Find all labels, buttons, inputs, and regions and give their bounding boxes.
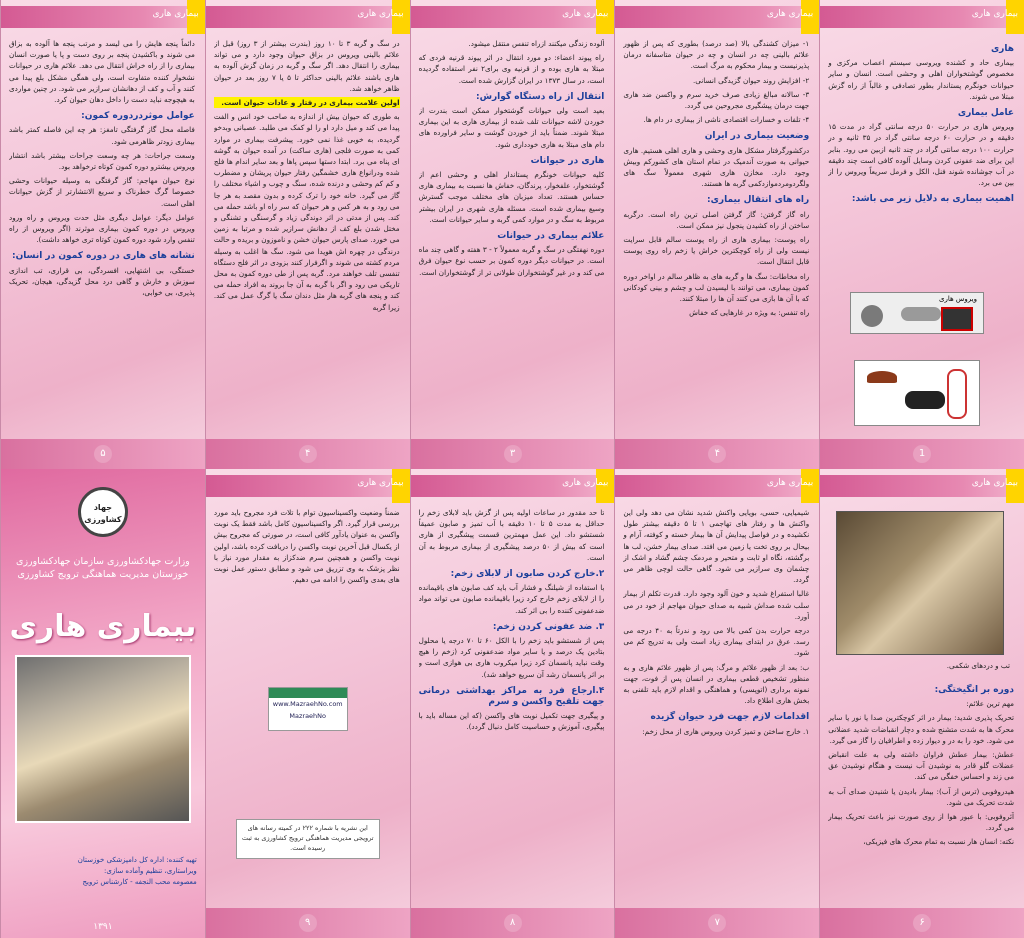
rabid-dog-photo: [836, 511, 1004, 655]
page-footer: [615, 439, 819, 469]
header-tag: بیماری هاری: [357, 9, 404, 19]
ministry-name: وزارت جهادکشاورزی سازمان جهادکشاورزی خوزستان مدیریت هماهنگی ترویج کشاورزی: [16, 556, 190, 580]
virus-particle-icon: [861, 305, 883, 327]
panel-content: [214, 507, 400, 638]
panel-content: [419, 38, 605, 429]
bottom-row: [0, 469, 1024, 938]
paragraph: راه پوست: بیماری هاری از راه پوست سالم قابل سرایت نیست ولی از راه کوچکترین خراش یا زخم راه روی پوست قابل انتقال است.: [623, 235, 810, 267]
photo-caption: تب و دردهای شکمی.: [946, 661, 1010, 670]
registration-text: این نشریه با شماره ۲۲۲ در کمیته رسانه های ترویجی مدیریت هماهنگی ترویج کشاورزی به ثبت رسیده است.: [241, 824, 374, 852]
section-heading: راه های انتقال بیماری:: [707, 195, 810, 206]
paragraph: ۱. خارج ساختن و تمیز کردن ویروس هاری از محل زخم:: [642, 726, 810, 736]
cover-credits: [9, 855, 197, 888]
header-tag: بیماری هاری: [562, 478, 609, 488]
page-footer: [206, 908, 410, 938]
paragraph: هیدروفوبی (ترس از آب): بیمار بادیدن یا شنیدن صدای آب به شدت تحریک می شود.: [828, 786, 1014, 807]
social-handle[interactable]: MazraehNo: [289, 712, 327, 720]
paragraph: تحریک پذیری شدید: بیمار در اثر کوچکترین صدا یا نور یا سایر محرک ها به شدت متشنج شده و دچار انقباضات شدید عضلانی می شود. خود را به در و دیوار زده و اطرافیان را گاز می گیرد.: [828, 713, 1014, 745]
panel-top-1: [819, 0, 1024, 469]
header-tag: بیماری هاری: [766, 9, 814, 19]
header-tag: بیماری هاری: [357, 478, 404, 488]
virus-diagram: [850, 292, 984, 334]
credit-line: تهیه کننده: اداره کل دامپزشکی خوزستان: [77, 856, 197, 864]
paragraph: راه تنفس: به ویژه در غارهایی که خفاش: [689, 308, 810, 318]
bat-icon: [867, 371, 897, 383]
page-number: ۵: [94, 445, 112, 463]
paragraph: ۴- تلفات و خسارات اقتصادی ناشی از بیماری در دام ها.: [643, 115, 810, 125]
paragraph: تا حد مقدور در ساعات اولیه پس از گزش باید لابلای زخم را حداقل به مدت ۵ تا ۱۰ دقیقه با آب تمیز و صابون عمیقاً شستشو داد. این عمل مهمترین قسمت پیشگیری از هاری است که بیش از ۵۰ درصد پیشگیری از بیماری مربوط به آن است.: [418, 508, 605, 562]
panel-top-4: [205, 0, 410, 469]
virus-rod-icon: [901, 307, 941, 321]
section-heading: اقدامات لازم جهت فرد حیوان گزیده: [650, 712, 810, 723]
website-badge-bar: [269, 688, 347, 698]
human-figure-icon: [947, 369, 967, 419]
cover-dog-photo: [15, 655, 191, 823]
paragraph: مهم ترین علائم:: [966, 699, 1014, 709]
section-heading: اهمیت بیماری به دلایل زیر می باشد:: [851, 194, 1014, 205]
section-heading: عامل بیماری: [957, 108, 1014, 119]
page-footer: [820, 439, 1024, 469]
header-tag: بیماری هاری: [971, 9, 1018, 19]
header-band: [411, 475, 615, 497]
website-badge: [268, 687, 348, 731]
page-number: ۶: [913, 914, 931, 932]
dog-icon: [905, 391, 945, 409]
highlighted-sentence: اولین علامت بیماری در رفتار و عادات حیوان است.: [214, 97, 400, 108]
section-heading: انتقال از راه دستگاه گوارش:: [475, 91, 605, 102]
paragraph: دوره نهفتگی در سگ و گربه معمولاً ۲ - ۳ هفته و گاهی چند ماه است. در حیوانات دیگر دوره کمون بر حسب نوع حیوان فرق می کند و در غیر گوشتخواران طولانی تر از گوشتخواران است.: [418, 245, 605, 277]
paragraph: ضمناً وضعیت واکسیناسیون توام با تلات فرد مجروح باید مورد بررسی قرار گیرد. اگر واکسیناسیون کامل باشد فقط یک نوبت واکسن به عنوان یادآور کافی است، در صورتی که مجروح بیش از یکسال قبل آخرین نوبت واکسن را دریافت کرده باشد، اولین نوبت واکسن و همچنین سرم ضدکزاز به مقدار مورد نیاز با نظر پزشک به وی تزریق می شود و مطابق دستور عمل نوبت های بعدی واکسن را ادامه می دهیم.: [213, 508, 400, 585]
paragraph: راه مخاطات: سگ ها و گربه های به ظاهر سالم در اواخر دوره کمون بیماری، می توانند با لیسیدن لب و چشم و بینی کودکانی که با آن ها بازی می کنند آن ها را مبتلا کنند.: [623, 271, 810, 304]
page-number: ۹: [299, 914, 317, 932]
paragraph: شیمیایی، حسی، بویایی واکنش شدید نشان می دهد ولی این واکنش ها و رفتار های تهاجمی ۱ تا ۵ دقیقه بیشتر طول نکشیده و در فواصل پیدایش آن ها بیمار خسته و کوفته، آرام و بیحال بر روی تخت یا زمین می افتد. صدای بیمار خشن، لب ها برگشته، نگاه او ثابت و متحیر و مردمک چشم گشاد و اشک از چشمان وی سرازیر می شود. گاهی حالت لوچی ظاهر می گردد.: [623, 508, 810, 585]
panel-top-3: [410, 0, 615, 469]
paragraph: کلیه حیوانات خونگرم پستاندار اهلی و وحشی اعم از گوشتخوار، علفخوار، پرندگان، خفاش ها نسبت به بیماری هاری حساس هستند. تعداد میزبان های مختلف موجب گسترش وسیع بیماری شده است. مسئله هاری شهری در ایران بیشتر مربوط به سگ و در موارد کمی گربه و سایر حیوانات است.: [418, 170, 605, 224]
paragraph: راه پیوند اعضاء: دو مورد انتقال در اثر پیوند قرنیه فردی که مبتلا به هاری بوده و از قرنیه وی برای۲ نفر استفاده گردیده است، در سال ۱۳۷۳ در ایران گزارش شده است.: [418, 53, 605, 85]
panel-content: [623, 38, 809, 429]
paragraph: ۳- سالانه مبالغ زیادی صرف خرید سرم و واکسن ضد هاری جهت درمان پیشگیری مجروحین می گردد.: [623, 89, 810, 111]
header-band: [206, 475, 410, 497]
paragraph: و پیگیری جهت تکمیل نوبت های واکسن (که این مساله باید با پیگیری، آموزش و حساسیت کامل دنبال گردد).: [418, 711, 605, 732]
panel-content: [9, 38, 195, 429]
section-heading: عوامل موثردردوره کمون:: [81, 111, 195, 122]
section-heading: هاری: [990, 44, 1014, 54]
header-tag: بیماری هاری: [152, 9, 199, 19]
section-heading: دوره بر انگیختگی:: [934, 685, 1014, 695]
panel-content: [828, 679, 1014, 898]
panel-bottom-9: [205, 469, 410, 938]
section-heading: وضعیت بیماری در ایران: [704, 131, 810, 142]
section-heading: هاری در حیوانات: [530, 155, 605, 166]
paragraph: ب: بعد از ظهور علائم و مرگ: پس از ظهور علائم هاری و به منظور تشخیص قطعی بیماری در انسان پس از فوت، جهت نمونه برداری (اتوپسی) و هماهنگی و اقدام لازم باید تلفنی به بخش هاری اطلاع داد.: [623, 662, 810, 706]
panel-top-2: [614, 0, 819, 469]
header-band: [411, 6, 615, 28]
credit-line: ویراستاری، تنظیم وآماده سازی:: [103, 867, 197, 875]
panel-bottom-6: [819, 469, 1024, 938]
ministry-logo: جهاد کشاورزی: [78, 487, 128, 537]
page-number: 1: [913, 445, 931, 463]
paragraph: ۲- افزایش روند حیوان گزیدگی انسانی.: [692, 75, 810, 85]
paragraph: دائماً پنجه هایش را می لیسد و مرتب پنجه ها آلوده به بزاق می شوند و باکشیدن پنجه بر روی دست و پا یا صورت انسان بیماری را از راه خراش انتقال می دهد. علائم هاری در حیوانات نشخوار کننده متفاوت است، ولی همگی مشکل بلع پیدا می کنند و آب و کف از دهانشان سرازیر می شود. در چنین مواردی به هیچوجه نباید دست را داخل دهان حیوان کرد.: [9, 39, 195, 105]
paragraph: ویروس هاری در حرارت ۵۰ درجه سانتی گراد در مدت ۱۵ دقیقه و در حرارت ۶۰ درجه سانتی گراد در ۳۵ ثانیه و در حرارت ۱۰۰ درجه سانتی گراد در چند ثانیه ازبین می رود. بنابر این برای ضد عفونی کردن وسایل آلوده کافی است چند دقیقه در آب جوشانده شوند فنل، الکل و فرمل سریعاً ویروس را از بین می برد.: [828, 122, 1014, 188]
paragraph: نکته: انسان هار نسبت به تمام محرک های فیزیکی،: [863, 837, 1014, 847]
virus-caption: ویروس هاری: [938, 295, 977, 303]
paragraph: عطش: بیمار عطش فراوان داشته ولی به علت انقباض عضلات گلو قادر به نوشیدن آب نیست و هنگام نوشیدن عق می زند و احساس خفگی می کند.: [828, 750, 1014, 782]
paragraph: آلوده زندگی میکنند ازراه تنفس منتقل میشود.: [468, 39, 605, 48]
paragraph: بعید است ولی حیوانات گوشتخوار ممکن است بندرت از خوردن لاشه حیوانات تلف شده از بیماری هاری به این بیماری مبتلا شوند. ضمناً باید از خوردن گوشت و سایر فراورده های دام های مبتلا به هاری خودداری شود.: [418, 106, 605, 149]
page-footer: [411, 908, 615, 938]
section-heading: ۴.ارجاع فرد به مراکز بهداشتی درمانی جهت تلقیح واکسن و سرم: [418, 685, 605, 708]
header-tag: بیماری هاری: [971, 478, 1018, 488]
paragraph: آئروفوبی: با عبور هوا از روی صورت نیز باعث تحریک بیمار می گردد.: [828, 812, 1014, 833]
paragraph: بیماری حاد و کشنده ویروسی سیستم اعصاب مرکزی و مخصوص گوشتخواران اهلی و وحشی است. انسان و سایر حیوانات خونگرم پستاندار بطور تصادفی و غالباً از راه گزش مبتلا می شوند.: [828, 58, 1014, 101]
section-heading: علائم بیماری در حیوانات: [497, 231, 605, 242]
panel-content: [214, 38, 400, 429]
page-number: ۳: [504, 445, 522, 463]
page-number: ۸: [504, 914, 522, 932]
cover-title: بیماری هاری: [9, 609, 197, 644]
paragraph: وسعت جراحات: هر چه وسعت جراحات بیشتر باشد انتشار ویروس بیشترو دوره کمون کوتاه ترخواهد بود.: [9, 150, 195, 172]
paragraph: به طوری که حیوان بیش از اندازه به صاحب خود انس و الفت پیدا می کند و میل دارد او را لو کمک می طلبد. عصبانی وبدخو گردیده، به خوبی غذا نمی خورد. پیشرفت بیماری در موارد کمی به صورت فلجی (هاری ساکت) در آمده حیوان به گوشه ای پناه می برد. ابتدا دستها سپس پاها و بعد سایر اندام ها فلج شده ودرانواع هاری خشمگین رفتار حیوان پریشان و مضطرب و کم کم وحشی و درنده شده، سنگ و چوب و اشیاء مختلف را گاز می گیرد. خانه خود را ترک کرده و بدون مقصد به هر جا می رود و به هر کس و هر حیوان که سر راه او باشد حمله می کند. پس از مدتی در اثر دوندگی زیاد و گرسنگی و تشنگی و مختل شدن بلع کف از دهانش سرازیر شده و مرتبا به زمین می خورد. صدای پارس حیوان خشن و ناموزون و بریده و حالت درندگی در چهره اش هویدا می شود. سگ ها اغلب به وسیله مردم کشته می شوند و اگرفرار کنند بزودی در اثر فلج دستگاه تنفسی تلف خواهند مرد. گربه پس از طی دوره کمون به محل تاریکی می رود و اگر با گربه به آن جا بروند به افراد حمله می کند و پنجه های گربه هار مثل دندان سگ یا گرگ عمل می کند. زیرا گربه: [213, 112, 400, 312]
header-band: [615, 475, 819, 497]
panel-bottom-8: [410, 469, 615, 938]
credit-line: معصومه محب النجفه - کارشناس ترویج: [82, 878, 197, 886]
section-heading: ۲.خارج کردن صابون از لابلای زخم:: [450, 569, 605, 580]
panel-bottom-7: [614, 469, 819, 938]
section-heading: نشانه های هاری در دوره کمون در انسان:: [12, 251, 195, 262]
panel-cover: [0, 469, 205, 938]
page-footer: [1, 439, 205, 469]
paragraph: درکشورگرفتار مشکل هاری وحشی و هاری اهلی هستیم. هاری حیوانی به صورت آندمیک در تمام استان های کشورکم وبیش وجود دارد. مخازن هاری شهری معمولاً سگ های ولگردومردموازدکمی گربه ها هستند.: [623, 145, 810, 189]
header-band: [1, 6, 205, 28]
paragraph: نوع حیوان مهاجم: گاز گرفتگی به وسیله حیوانات وحشی خصوصا گرگ خطرناک و سریع الانتشارتر از گزش حیوانات اهلی است.: [9, 176, 195, 208]
registration-box: [236, 819, 380, 859]
panel-content: [419, 507, 605, 898]
header-band: [820, 6, 1024, 28]
paragraph: خستگی، بی اشتهایی، افسردگی، بی قراری، تب اندازی سوزش و خارش و گاهی درد محل گزیدگی، هیجان، تحریک پذیری، بی خوابی،: [9, 265, 195, 298]
page-number: ۴: [708, 445, 726, 463]
panel-top-5: [0, 0, 205, 469]
page-number: ۷: [708, 914, 726, 932]
page-footer: [206, 439, 410, 469]
website-url[interactable]: www.MazraehNo.com: [272, 700, 343, 708]
virus-cell-icon: [941, 307, 973, 331]
paragraph: عوامل دیگر: عوامل دیگری مثل حدت ویروس و راه ورود ویروس در دوره کمون بیماری موثرند (اگر ویروس از راه تنفس وارد شود دوره کمون کوتاه تری خواهد داشت).: [9, 212, 195, 245]
paragraph: با استفاده از شیلنگ و فشار آب باید کف صابون های باقیمانده را از لابلای زخم خارج کرد زیرا باقیمانده صابون می تواند مواد ضدعفونی کننده را بی اثر کند.: [418, 583, 605, 615]
page-footer: [615, 908, 819, 938]
panel-content: [623, 507, 809, 898]
paragraph: راه گاز گرفتن: گاز گرفتن اصلی ترین راه است. درگربه ساختن از راه کشیدن پنجول نیز ممکن است.: [623, 209, 810, 230]
header-band: [820, 475, 1024, 497]
publication-year: ۱۳۹۱: [93, 922, 113, 932]
page-footer: [411, 439, 615, 469]
paragraph: ۱- میزان کشندگی بالا (صد درصد) بطوری که پس از ظهور علائم بالینی چه در انسان و چه در حیوان متاسفانه درمان پذیرنیست و بیمار محکوم به مرگ است.: [623, 39, 810, 71]
paragraph: پس از شستشو باید زخم را با الکل ۶۰ تا ۷۰ درجه یا محلول بتادین یک درصد و یا سایر مواد ضدعفونی کرد (زخم را هیچ وقت نباید پانسمان کرد زیرا میکروب هاری بی هوازی است و بر اثر پانسمان رشد آن سریع خواهد شد).: [418, 636, 605, 679]
header-tag: بیماری هاری: [562, 9, 609, 19]
header-tag: بیماری هاری: [766, 478, 814, 488]
header-band: [615, 6, 819, 28]
page-number: ۴: [299, 445, 317, 463]
paragraph: درجه حرارت بدن کمی بالا می رود و ندرتاً به ۴۰ درجه می رسد. عرق در ابتدای بیماری زیاد است ولی به تدریج کم می شود.: [623, 626, 810, 658]
paragraph: غالبا استفراغ شدید و خون آلود وجود دارد. قدرت تکلم از بیمار سلب شده صداش شبیه به صدای حیوان مهاجم از خود در می آورد.: [623, 589, 810, 621]
paragraph: در سگ و گربه ۳ تا ۱۰ روز (بندرت بیشتر از ۳ روز) قبل از علائم بالینی ویروس در بزاق حیوان وجود دارد و می تواند بیماری را انتقال دهد. اگر سگ و گربه در زمان گزش آلوده به هاری باشند علائم بالینی حداکثر تا ۵ یا ۷ روز بعد در حیوان ظاهر خواهد شد.: [213, 39, 400, 93]
header-band: [206, 6, 410, 28]
section-heading: ۳. ضد عفونی کردن زخم:: [492, 621, 605, 632]
paragraph: فاصله محل گاز گرفتگی تامغز: هر چه این فاصله کمتر باشد بیماری زودتر ظاهرمی شود.: [9, 125, 195, 146]
page-footer: [820, 908, 1024, 938]
bat-dog-illustration: [854, 360, 980, 426]
